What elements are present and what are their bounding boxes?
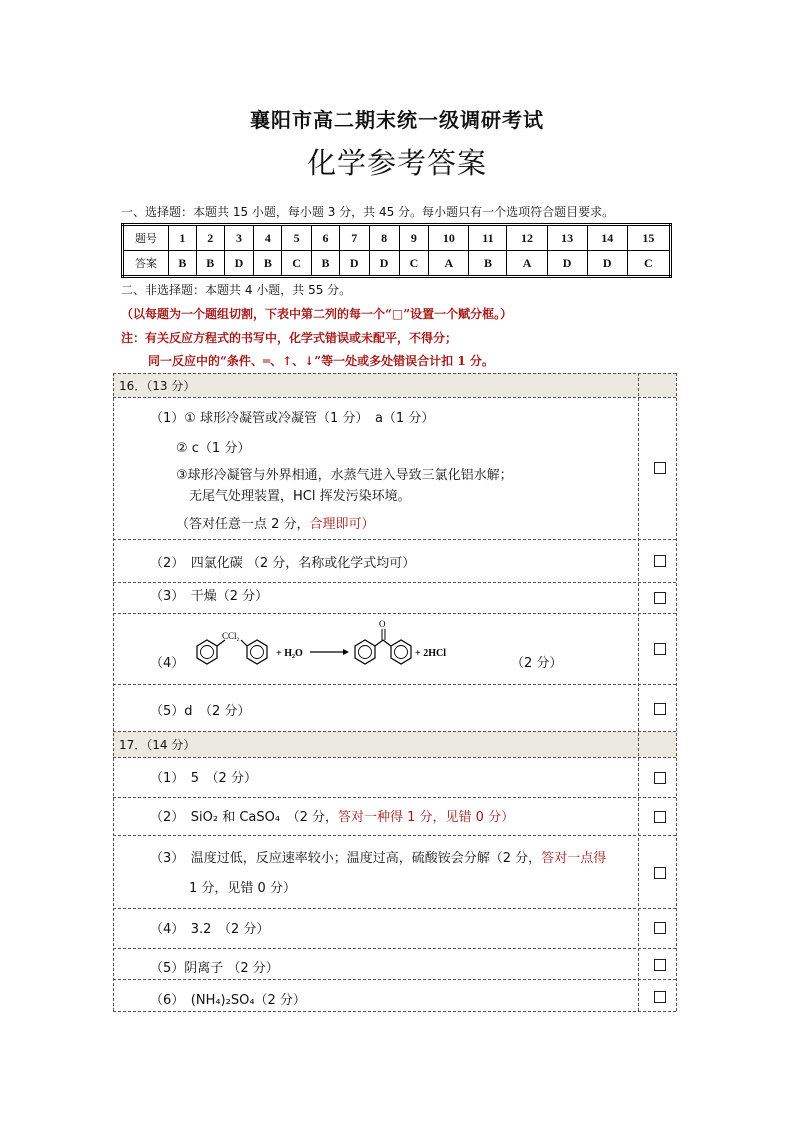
q16-part5: （5）d （2 分） — [150, 704, 251, 719]
question-number-cell: 10 — [429, 225, 469, 251]
answer-cell: B — [469, 251, 507, 277]
q17-part4: （4） 3.2 （2 分） — [150, 922, 270, 937]
q16-part2: （2） 四氯化碳 （2 分，名称或化学式均可） — [150, 556, 416, 571]
q17-part5: （5）阴离子 （2 分） — [150, 961, 279, 976]
answer-grid — [113, 373, 676, 1011]
score-box[interactable] — [654, 462, 666, 474]
score-box[interactable] — [654, 592, 666, 604]
question-number-cell: 11 — [469, 225, 507, 251]
q17-heading: 17．（14 分） — [119, 738, 196, 752]
water-term: + H₂O — [276, 648, 303, 659]
question-number-cell: 3 — [224, 225, 254, 251]
score-box[interactable] — [654, 555, 666, 567]
answer-cell: D — [369, 251, 399, 277]
question-number-cell: 4 — [254, 225, 282, 251]
q16-part1-line4: 无尾气处理装置，HCl 挥发污染环境。 — [189, 489, 411, 504]
q16-part3: （3） 干燥（2 分） — [150, 589, 269, 604]
question-number-cell: 12 — [507, 225, 547, 251]
q17-part2: （2） SiO₂ 和 CaSO₄ （2 分，答对一种得 1 分，见错 0 分） — [150, 810, 515, 825]
score-box[interactable] — [654, 703, 666, 715]
exam-title: 襄阳市高二期末统一级调研考试 — [250, 108, 544, 132]
answer-cell: B — [312, 251, 340, 277]
q16-part1-line1: （1）① 球形冷凝管或冷凝管（1 分） a（1 分） — [150, 411, 435, 426]
answer-cell: D — [547, 251, 587, 277]
answer-cell: B — [254, 251, 282, 277]
question-number-cell: 2 — [196, 225, 224, 251]
section2-title: 二、非选择题：本题共 4 小题，共 55 分。 — [121, 283, 352, 297]
q17-part3-line2: 1 分，见错 0 分） — [189, 881, 296, 896]
answer-table — [121, 223, 672, 278]
arrow-head — [343, 649, 349, 655]
equation-note: 注：有关反应方程式的书写中，化学式错误或未配平，不得分； — [121, 331, 458, 345]
answer-cell: C — [399, 251, 429, 277]
q16-header-bar — [113, 373, 676, 397]
benzene-ring-left — [197, 640, 217, 664]
score-box[interactable] — [654, 772, 666, 784]
question-number-cell: 15 — [627, 225, 670, 251]
question-number-cell: 6 — [312, 225, 340, 251]
question-number-cell: 13 — [547, 225, 587, 251]
answer-cell: B — [196, 251, 224, 277]
benzene-ring-right — [247, 640, 267, 664]
reaction-equation — [183, 618, 453, 676]
answer-cell: D — [587, 251, 627, 277]
q16-part1-line2: ② c（1 分） — [176, 441, 251, 456]
q16-part1-line5: （答对任意一点 2 分，合理即可） — [176, 517, 375, 532]
q16-part4-label: （4） — [150, 656, 185, 671]
section1-title: 一、选择题：本题共 15 小题，每小题 3 分，共 45 分。每小题只有一个选项符合题目要求。 — [121, 205, 615, 219]
q16-part4-score: （2 分） — [511, 656, 563, 671]
ccl2-label: CCl₂ — [222, 631, 240, 641]
question-number-cell: 5 — [282, 225, 312, 251]
question-number-cell: 8 — [369, 225, 399, 251]
question-number-cell: 1 — [169, 225, 197, 251]
row-label-number: 题号 — [123, 225, 169, 251]
q17-part6: （6） (NH₄)₂SO₄（2 分） — [150, 993, 306, 1008]
answer-cell: A — [429, 251, 469, 277]
q17-header-bar — [113, 731, 676, 757]
answer-cell: D — [224, 251, 254, 277]
answer-cell: C — [627, 251, 670, 277]
q16-heading: 16．（13 分） — [119, 379, 196, 393]
q17-part3-line1: （3） 温度过低，反应速率较小；温度过高，硫酸铵会分解（2 分，答对一点得 — [150, 851, 607, 866]
score-box[interactable] — [654, 959, 666, 971]
q16-part1-line3: ③球形冷凝管与外界相通，水蒸气进入导致三氯化铝水解； — [176, 468, 513, 483]
score-box[interactable] — [654, 922, 666, 934]
oxygen-label: O — [379, 619, 386, 629]
hcl-term: + 2HCl — [415, 648, 446, 659]
answer-cell: D — [339, 251, 369, 277]
q17-part1: （1） 5 （2 分） — [150, 771, 257, 786]
answer-key-title: 化学参考答案 — [306, 146, 487, 180]
question-number-cell: 14 — [587, 225, 627, 251]
score-box[interactable] — [654, 811, 666, 823]
answer-cell: B — [169, 251, 197, 277]
score-box[interactable] — [654, 643, 666, 655]
question-number-cell: 9 — [399, 225, 429, 251]
scoring-note: （以每题为一个题组切割，下表中第二列的每一个“□”设置一个赋分框。） — [121, 307, 513, 321]
question-number-cell: 7 — [339, 225, 369, 251]
answer-cell: C — [282, 251, 312, 277]
score-box[interactable] — [654, 867, 666, 879]
row-label-answer: 答案 — [123, 251, 169, 277]
score-box[interactable] — [654, 991, 666, 1003]
answer-cell: A — [507, 251, 547, 277]
equation-note-2: 同一反应中的“条件、═、↑、↓”等一处或多处错误合计扣 1 分。 — [148, 354, 494, 368]
